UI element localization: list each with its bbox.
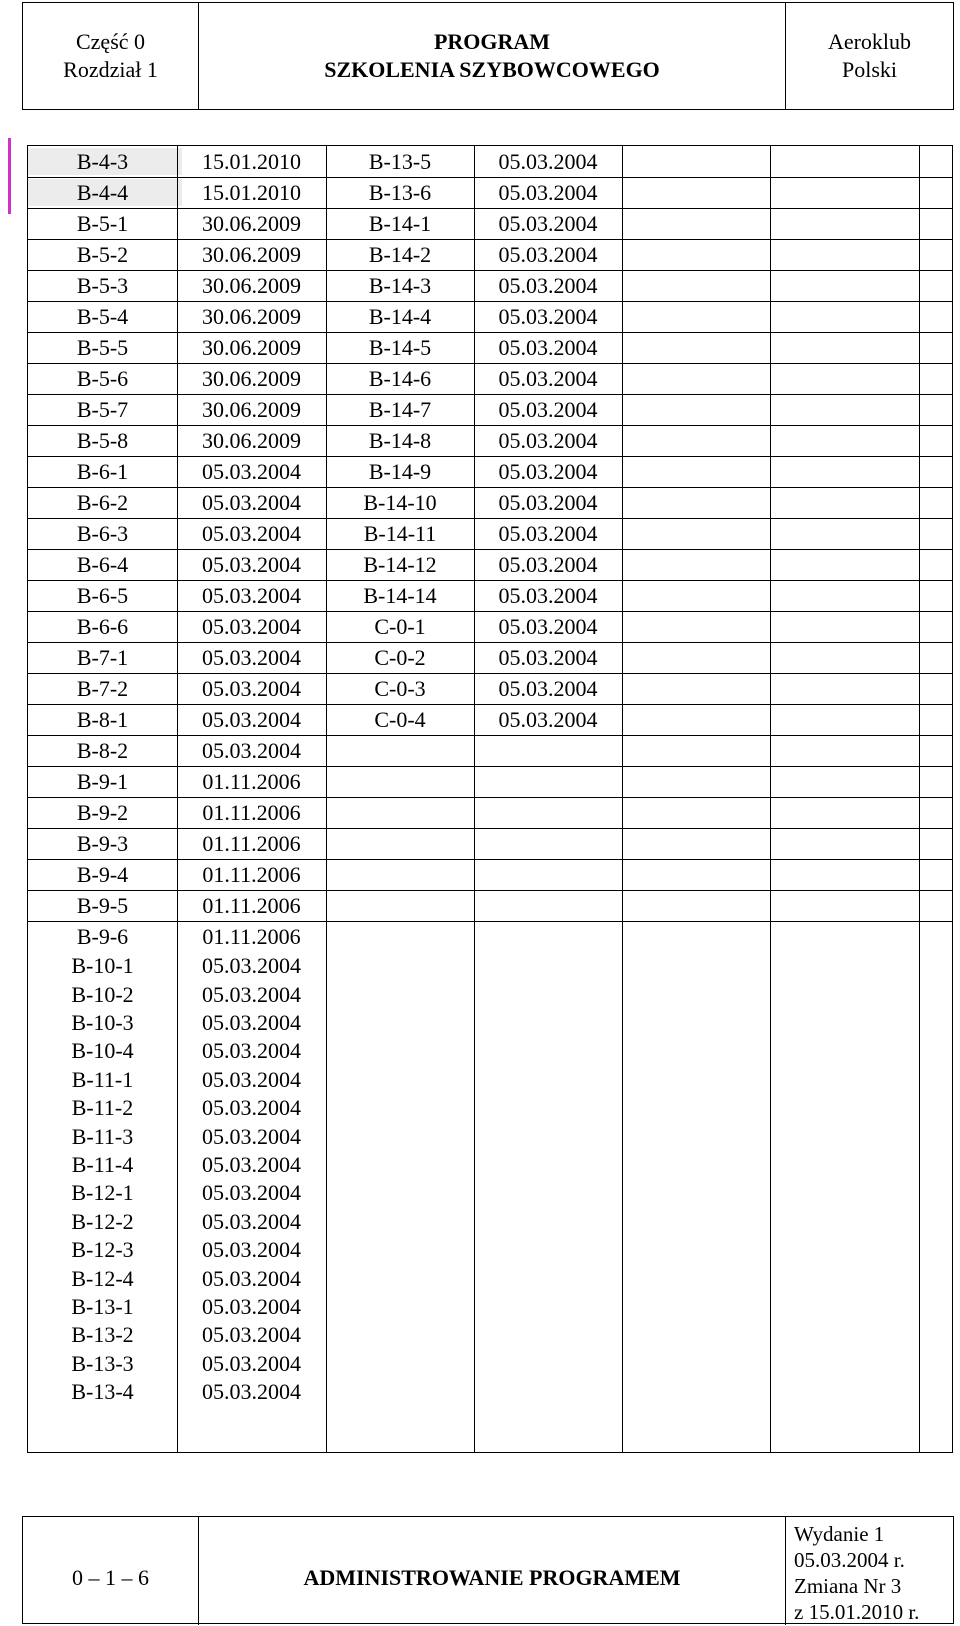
exercise-code-cell <box>326 1293 474 1321</box>
table-row <box>28 177 952 208</box>
table-row <box>28 332 952 363</box>
exercise-code-cell: B-9-2 <box>76 799 129 825</box>
table-row <box>28 239 952 270</box>
table-row <box>28 301 952 332</box>
exercise-code-cell: B-13-3 <box>71 1350 134 1376</box>
table-row <box>28 828 952 859</box>
table-row <box>28 1066 952 1094</box>
exercise-code-cell: B-12-2 <box>71 1208 134 1234</box>
revision-date-cell: 05.03.2004 <box>202 675 301 701</box>
table-row <box>28 549 952 580</box>
table-row <box>28 363 952 394</box>
revision-date-cell: 05.03.2004 <box>202 520 301 546</box>
table-row <box>28 580 952 611</box>
revision-date-cell <box>474 797 622 828</box>
exercise-code-cell <box>326 1066 474 1094</box>
revision-date-cell: 05.03.2004 <box>498 396 598 422</box>
table-row <box>28 1122 952 1150</box>
exercise-code-cell: B-9-1 <box>76 768 129 794</box>
exercise-code-cell: B-12-3 <box>71 1237 134 1263</box>
revision-date-cell: 05.03.2004 <box>202 953 301 979</box>
revision-date-cell <box>474 952 622 980</box>
revision-date-cell: 05.03.2004 <box>202 1009 301 1035</box>
exercise-code-cell: B-14-2 <box>368 241 432 267</box>
revision-date-cell: 30.06.2009 <box>202 303 301 329</box>
column-divider <box>177 146 178 1452</box>
revision-date-cell: 01.11.2006 <box>202 892 301 918</box>
header-section-info <box>23 3 198 109</box>
page-header <box>22 2 954 110</box>
column-divider <box>622 146 623 1452</box>
table-row <box>28 642 952 673</box>
revision-date-cell: 05.03.2004 <box>202 1350 301 1376</box>
exercise-code-cell: B-5-1 <box>76 210 129 236</box>
revision-date-cell: 30.06.2009 <box>202 396 301 422</box>
revision-date-cell <box>474 766 622 797</box>
exercise-code-cell: B-9-4 <box>76 861 129 887</box>
exercise-code-cell: B-11-3 <box>71 1123 134 1149</box>
exercise-code-cell: B-10-2 <box>71 981 134 1007</box>
revision-bar <box>8 138 11 214</box>
exercise-code-cell <box>326 1094 474 1122</box>
exercise-code-cell: B-14-4 <box>368 303 432 329</box>
table-row <box>28 735 952 766</box>
exercise-code-cell: B-5-7 <box>76 396 129 422</box>
table-row <box>28 1236 952 1264</box>
footer-title: ADMINISTROWANIE PROGRAMEM <box>198 1517 785 1625</box>
exercise-code-cell: B-14-9 <box>368 458 432 484</box>
revision-date-cell: 05.03.2004 <box>202 489 301 515</box>
exercise-code-cell: B-9-6 <box>76 923 129 949</box>
exercise-code-cell: B-5-6 <box>76 365 129 391</box>
revision-date-cell: 15.01.2010 <box>202 179 301 205</box>
revision-date-cell: 05.03.2004 <box>202 1066 301 1092</box>
revision-date-cell <box>474 1179 622 1207</box>
header-organization <box>785 3 953 109</box>
revision-date-cell: 05.03.2004 <box>202 981 301 1007</box>
table-row <box>28 1179 952 1207</box>
revision-date-cell: 30.06.2009 <box>202 241 301 267</box>
revision-date-cell <box>474 1236 622 1264</box>
exercise-code-cell: B-14-7 <box>368 396 432 422</box>
exercise-code-cell <box>326 921 474 952</box>
exercise-code-cell: B-5-5 <box>76 334 129 360</box>
exercise-code-cell: B-10-3 <box>71 1009 134 1035</box>
revision-date-cell: 01.11.2006 <box>202 768 301 794</box>
table-row <box>28 952 952 980</box>
revision-date-cell: 05.03.2004 <box>202 1038 301 1064</box>
table-row <box>28 1151 952 1179</box>
table-row <box>28 146 952 177</box>
table-row <box>28 1321 952 1349</box>
revision-date-cell: 30.06.2009 <box>202 365 301 391</box>
exercise-code-cell: B-11-4 <box>71 1151 134 1177</box>
exercise-code-cell: B-14-3 <box>368 272 432 298</box>
table-row <box>28 394 952 425</box>
revision-date-cell: 05.03.2004 <box>498 551 598 577</box>
page-footer <box>22 1516 954 1624</box>
edition-info <box>785 1517 953 1625</box>
table-row <box>28 1293 952 1321</box>
revision-date-cell: 05.03.2004 <box>498 644 598 670</box>
exercise-code-cell <box>326 1208 474 1236</box>
exercise-code-cell <box>326 980 474 1008</box>
revision-date-cell: 05.03.2004 <box>202 1151 301 1177</box>
revision-date-cell: 05.03.2004 <box>202 1322 301 1348</box>
revision-date-cell <box>474 1264 622 1292</box>
revision-date-cell: 05.03.2004 <box>498 272 598 298</box>
revision-date-cell: 01.11.2006 <box>202 861 301 887</box>
exercise-code-cell <box>326 1264 474 1292</box>
table-row <box>28 704 952 735</box>
revision-date-cell: 05.03.2004 <box>498 303 598 329</box>
revision-date-cell: 05.03.2004 <box>202 1293 301 1319</box>
revision-date-cell: 05.03.2004 <box>202 458 301 484</box>
exercise-code-cell: B-9-5 <box>76 892 129 918</box>
column-divider <box>770 146 771 1452</box>
revision-date-cell <box>474 1293 622 1321</box>
revision-date-cell: 05.03.2004 <box>498 210 598 236</box>
exercise-code-cell: B-12-4 <box>71 1265 134 1291</box>
revision-date-cell: 01.11.2006 <box>202 799 301 825</box>
header-title-line-1: PROGRAM <box>433 29 551 54</box>
revision-date-cell <box>474 1208 622 1236</box>
revision-date-cell: 05.03.2004 <box>498 179 598 205</box>
revision-date-cell: 30.06.2009 <box>202 210 301 236</box>
revision-date-cell: 05.03.2004 <box>202 1379 301 1405</box>
table-row <box>28 980 952 1008</box>
revision-date-cell <box>474 1066 622 1094</box>
revision-date-cell <box>474 1037 622 1065</box>
column-divider <box>919 146 920 1452</box>
exercise-code-cell: B-13-1 <box>71 1293 134 1319</box>
exercise-code-cell: B-14-6 <box>368 365 432 391</box>
table-row <box>28 1009 952 1037</box>
exercise-code-cell <box>326 952 474 980</box>
revision-date-cell <box>474 980 622 1008</box>
exercise-code-cell: B-8-1 <box>76 706 129 732</box>
revision-date-cell: 05.03.2004 <box>202 706 301 732</box>
exercise-code-cell: B-7-2 <box>76 675 129 701</box>
table-row <box>28 518 952 549</box>
exercise-code-cell: B-13-2 <box>71 1322 134 1348</box>
exercise-code-cell: B-5-2 <box>76 241 129 267</box>
revision-date-cell <box>474 1151 622 1179</box>
revision-date-cell: 05.03.2004 <box>498 365 598 391</box>
exercise-code-cell: B-14-8 <box>368 427 432 453</box>
exercise-code-cell: B-13-5 <box>368 148 432 174</box>
table-row <box>28 1094 952 1122</box>
exercise-code-cell <box>326 1009 474 1037</box>
revision-date-cell: 05.03.2004 <box>202 551 301 577</box>
exercise-code-cell <box>326 1122 474 1150</box>
revision-date-cell: 05.03.2004 <box>498 520 598 546</box>
column-divider <box>326 146 327 1452</box>
exercise-code-cell: B-12-1 <box>71 1180 134 1206</box>
table-row <box>28 270 952 301</box>
header-chapter: Rozdział 1 <box>63 57 158 82</box>
revision-table <box>27 145 953 1453</box>
table-row <box>28 1208 952 1236</box>
exercise-code-cell: B-6-4 <box>76 551 129 577</box>
revision-date-cell: 05.03.2004 <box>498 613 598 639</box>
revision-date-cell: 01.11.2006 <box>202 923 301 949</box>
exercise-code-cell <box>326 1321 474 1349</box>
revision-date-cell <box>474 890 622 921</box>
exercise-code-cell <box>326 859 474 890</box>
exercise-code-cell <box>326 890 474 921</box>
revision-date-cell: 05.03.2004 <box>498 148 598 174</box>
exercise-code-cell <box>326 1236 474 1264</box>
exercise-code-cell: B-6-5 <box>76 582 129 608</box>
revision-date-cell: 30.06.2009 <box>202 334 301 360</box>
revision-date-cell: 30.06.2009 <box>202 427 301 453</box>
edition-line: 05.03.2004 r. <box>794 1548 905 1572</box>
table-row <box>28 208 952 239</box>
revision-date-cell: 05.03.2004 <box>498 582 598 608</box>
table-row <box>28 859 952 890</box>
table-row <box>28 890 952 921</box>
exercise-code-cell: B-14-12 <box>363 551 437 577</box>
edition-line: z 15.01.2010 r. <box>794 1600 920 1624</box>
revision-date-cell <box>474 1321 622 1349</box>
table-row <box>28 425 952 456</box>
column-divider <box>474 146 475 1452</box>
exercise-code-cell: B-9-3 <box>76 830 129 856</box>
revision-date-cell <box>474 859 622 890</box>
edition-line: Zmiana Nr 3 <box>794 1574 902 1598</box>
revision-date-cell: 05.03.2004 <box>202 644 301 670</box>
exercise-code-cell: C-0-2 <box>374 644 426 670</box>
revision-date-cell: 05.03.2004 <box>498 334 598 360</box>
revision-date-cell: 05.03.2004 <box>498 489 598 515</box>
exercise-code-cell: B-11-2 <box>71 1095 134 1121</box>
revision-date-cell: 05.03.2004 <box>498 675 598 701</box>
edition-line: Wydanie 1 <box>794 1522 885 1546</box>
revision-date-cell <box>474 1009 622 1037</box>
table-row <box>28 1264 952 1292</box>
revision-date-cell: 15.01.2010 <box>202 148 301 174</box>
exercise-code-cell: B-6-6 <box>76 613 129 639</box>
revision-date-cell: 05.03.2004 <box>498 706 598 732</box>
exercise-code-cell <box>326 1378 474 1406</box>
table-row <box>28 1350 952 1378</box>
header-title <box>198 3 785 109</box>
exercise-code-cell <box>326 1350 474 1378</box>
exercise-code-cell <box>326 797 474 828</box>
table-row <box>28 456 952 487</box>
exercise-code-cell: B-13-6 <box>368 179 432 205</box>
exercise-code-cell: B-10-4 <box>71 1038 134 1064</box>
exercise-code-cell: B-11-1 <box>71 1066 134 1092</box>
exercise-code-cell: B-5-4 <box>76 303 129 329</box>
exercise-code-cell: B-6-2 <box>76 489 129 515</box>
exercise-code-cell <box>326 1179 474 1207</box>
revision-date-cell <box>474 1378 622 1406</box>
revision-date-cell: 05.03.2004 <box>498 241 598 267</box>
exercise-code-cell <box>326 828 474 859</box>
exercise-code-cell: B-8-2 <box>76 737 129 763</box>
exercise-code-cell: B-7-1 <box>76 644 129 670</box>
revision-date-cell <box>474 921 622 952</box>
revision-date-cell: 05.03.2004 <box>202 1123 301 1149</box>
exercise-code-cell <box>326 1037 474 1065</box>
header-org-line-2: Polski <box>841 57 898 82</box>
header-org-line-1: Aeroklub <box>827 29 912 54</box>
table-row <box>28 487 952 518</box>
revision-date-cell: 05.03.2004 <box>202 1265 301 1291</box>
exercise-code-cell: B-14-1 <box>368 210 432 236</box>
page-number: 0 – 1 – 6 <box>72 1565 149 1590</box>
exercise-code-cell <box>326 735 474 766</box>
exercise-code-cell: B-10-1 <box>71 953 134 979</box>
table-row <box>28 1037 952 1065</box>
table-row <box>28 611 952 642</box>
exercise-code-cell <box>326 1151 474 1179</box>
header-title-line-2: SZKOLENIA SZYBOWCOWEGO <box>324 57 660 82</box>
revision-date-cell <box>474 1122 622 1150</box>
exercise-code-cell: B-13-4 <box>71 1379 134 1405</box>
exercise-code-cell: B-5-3 <box>76 272 129 298</box>
exercise-code-cell: B-14-10 <box>363 489 437 515</box>
exercise-code-cell: B-4-4 <box>76 179 129 205</box>
revision-date-cell: 30.06.2009 <box>202 272 301 298</box>
exercise-code-cell: B-6-1 <box>76 458 129 484</box>
revision-date-cell: 05.03.2004 <box>202 582 301 608</box>
revision-date-cell: 05.03.2004 <box>498 458 598 484</box>
revision-date-cell: 05.03.2004 <box>498 427 598 453</box>
revision-date-cell: 05.03.2004 <box>202 613 301 639</box>
exercise-code-cell: C-0-3 <box>374 675 426 701</box>
revision-date-cell: 05.03.2004 <box>202 1237 301 1263</box>
revision-date-cell: 05.03.2004 <box>202 1208 301 1234</box>
revision-date-cell: 05.03.2004 <box>202 1095 301 1121</box>
revision-date-cell: 05.03.2004 <box>202 1180 301 1206</box>
revision-date-cell: 05.03.2004 <box>202 737 301 763</box>
exercise-code-cell: B-6-3 <box>76 520 129 546</box>
exercise-code-cell: B-4-3 <box>76 148 129 174</box>
exercise-code-cell: B-14-11 <box>363 520 437 546</box>
exercise-code-cell <box>326 766 474 797</box>
table-row <box>28 1378 952 1406</box>
exercise-code-cell: B-5-8 <box>76 427 129 453</box>
revision-date-cell <box>474 1094 622 1122</box>
exercise-code-cell: B-14-5 <box>368 334 432 360</box>
table-row <box>28 797 952 828</box>
exercise-code-cell: C-0-1 <box>374 613 426 639</box>
revision-date-cell <box>474 735 622 766</box>
revision-date-cell: 01.11.2006 <box>202 830 301 856</box>
table-row <box>28 766 952 797</box>
revision-date-cell <box>474 828 622 859</box>
exercise-code-cell: B-14-14 <box>363 582 437 608</box>
table-row <box>28 673 952 704</box>
revision-date-cell <box>474 1350 622 1378</box>
exercise-code-cell: C-0-4 <box>374 706 426 732</box>
table-row <box>28 921 952 952</box>
header-part: Część 0 <box>75 29 146 54</box>
